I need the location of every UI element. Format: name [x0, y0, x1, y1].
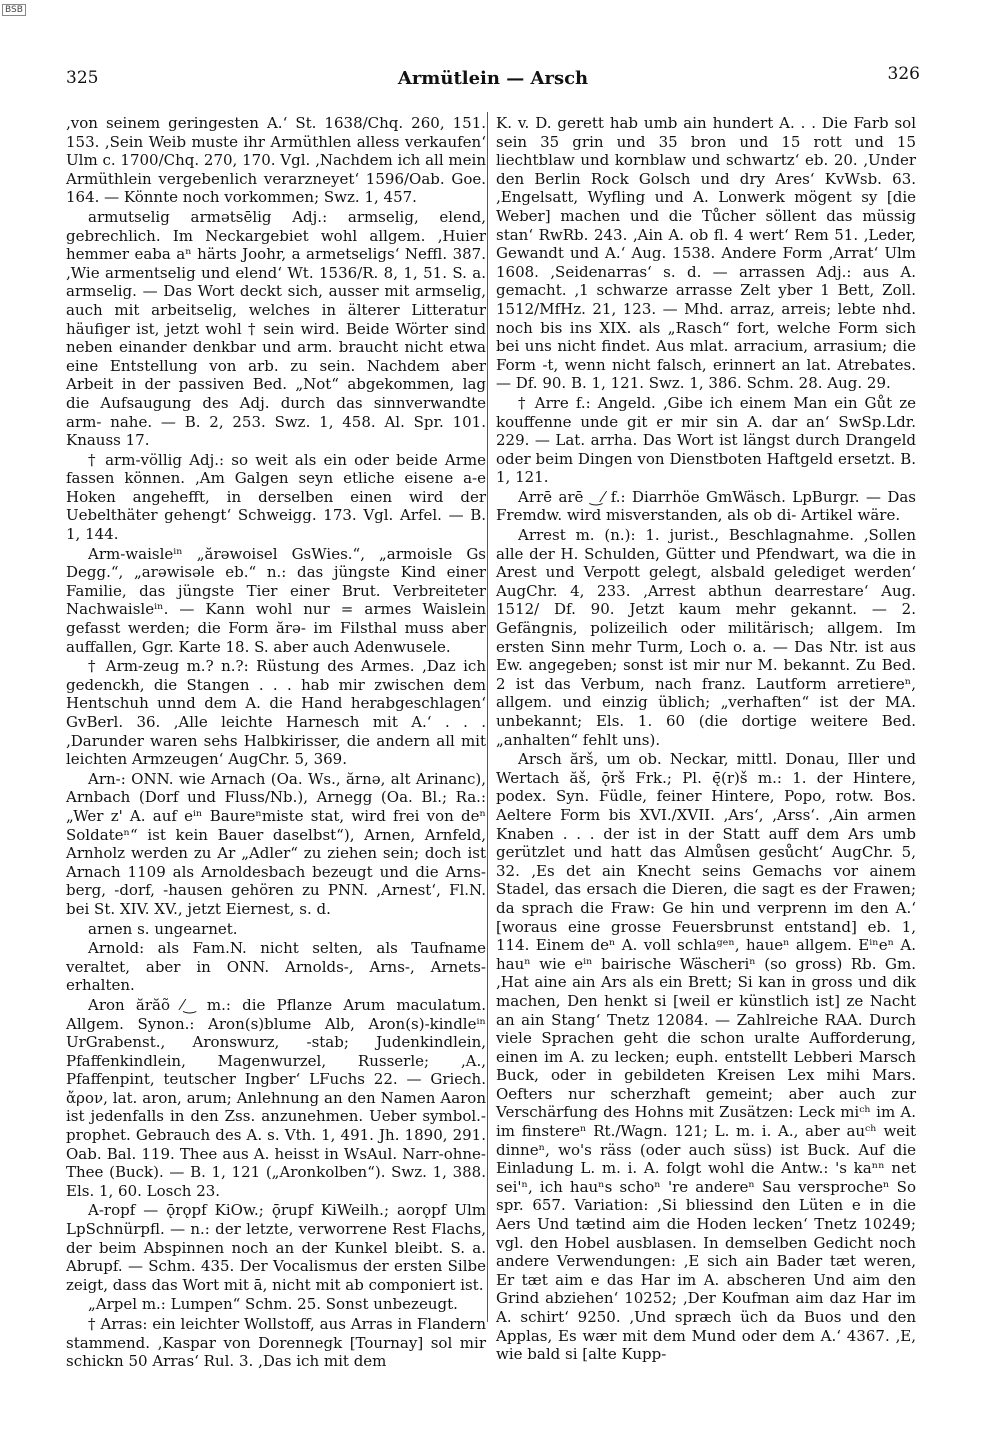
dictionary-entry: Aron ărăõ ⁄‿ m.: die Pflanze Arum maculatum. Allgem. Synon.: Aron(s)blume Alb, Aron(s)-kindleⁱⁿ UrGrabenst., Aronswurz, -stab; Judenkindlein, Pfaffenkindlein, Magenwurzel, Russerle; ‚A., Pfaffenpint, teutscher Ingber‘ LFuchs 22. — Griech. ἄρον, lat. aron, arum; Anlehnung an den Namen Aaron ist jedenfalls in den Zss. anzunehmen. Ueber symbol.-prophet. Gebrauch des A. s. Vth. 1, 491. Jh. 1890, 291. Oab. Bal. 119. Thee aus A. heisst in WsAul. Narr-ohne-Thee (Buck). — B. 1, 121 („Aronkolben“). Swz. 1, 388. Els. 1, 60. Losch 23. — [66, 995, 486, 1200]
right-column — [496, 114, 916, 1365]
dictionary-entry: † Arm-zeug m.? n.?: Rüstung des Armes. ‚Daz ich gedenckh, die Stangen . . . hab mir zwischen dem Hentschuh unnd dem A. die Hand herabgeschlagen‘ GvBerl. 36. ‚Alle leichte Harnesch mit A.‘ . . . ‚Darunder waren sehs Halbkirisser, die andern all mit leichten Armzeugen‘ AugChr. 5, 369. — [66, 657, 486, 769]
dictionary-entry: A-ropf — ǭrǫpf KiOw.; ǭrupf KiWeilh.; aorǫpf Ulm LpSchnürpfl. — n.: der letzte, verworrene Rest Flachs, der beim Abspinnen noch an der Kunkel bleibt. S. a. Abrupf. — Schm. 435. Der Vocalismus der ersten Silbe zeigt, dass das Wort mit ā, nicht mit ab componiert ist. — [66, 1201, 486, 1294]
page-header — [66, 64, 920, 94]
left-column — [66, 114, 486, 1372]
dictionary-entry: Arn-: ONN. wie Arnach (Oa. Ws., ărnǝ, alt Arinanc), Arnbach (Dorf und Fluss/Nb.), Arnegg (Oa. Bl.; Ra.: „Wer z' A. auf eⁱⁿ Baureⁿmiste stat, wird frei von deⁿ Soldateⁿ“ ist kein Bauer daselbst“), Arnen, Arnfeld, Arnholz werden zu Ar „Adler“ zu ziehen sein; doch ist Arnach 1109 als Arnoldesbach bezeugt und die Arns-berg, -dorf, -hausen gehören zu PNN. ‚Arnest‘, Fl.N. bei St. XIV. XV., jetzt Eiernest, s. d. — [66, 769, 486, 918]
dictionary-entry: Arm-waisleⁱⁿ „ărǝwoisel GsWies.“, „armoisle Gs Degg.“, „arǝwisǝle eb.“ n.: das jüngste Kind einer Familie, das jüngste Tier einer Brut. Verbreiteter Nachwaisleⁱⁿ. — Kann wohl nur = armes Waislein gefasst werden; die Form ărǝ- im Filsthal muss aber auffallen, Ggr. Karte 18. S. aber auch Adenwusele. — [66, 544, 486, 656]
dictionary-entry: Arrest m. (n.): 1. jurist., Beschlagnahme. ‚Sollen alle der H. Schulden, Gütter und Pfendwart, wa die in Arest und Verpott gelegt, alsbald gelediget werden‘ AugChr. 4, 233. ‚Arrest abthun dearrestare‘ Aug. 1512/ Df. 90. Jetzt kaum mehr gekannt. — 2. Gefängnis, polizeilich oder militärisch; allgem. Im ersten Sinn mehr Turm, Loch o. a. — Das Ntr. ist aus Ew. angegeben; sonst ist mir nur M. bekannt. Zu Bed. 2 ist das Verbum, nach franz. Lautform arretiereⁿ, allgem. und einzig üblich; „verhaften“ ist der MA. unbekannt; Els. 1. 60 (die dortige weitere Bed. „anhalten“ fehlt uns). — [496, 526, 916, 749]
dictionary-entry: „Arpel m.: Lumpen“ Schm. 25. Sonst unbezeugt. — [88, 1295, 458, 1314]
dictionary-entry: arnen s. ungearnet. — [88, 919, 238, 938]
column-divider — [487, 112, 488, 1322]
dictionary-entry: armutselig armǝtsēlig Adj.: armselig, elend, gebrechlich. Im Neckargebiet wohl allgem. ‚Huier hemmer eaba aⁿ härts Joohr, a armetseligs‘ Neffl. 387. ‚Wie armentselig und elend‘ Wt. 1536/R. 8, 1, 51. S. a. armselig. — Das Wort deckt sich, ausser mit armselig, auch mit arbeitselig, welches in älterer Litteratur häufiger ist, jetzt wohl † sein wird. Beide Wörter sind neben einander denkbar und arm. braucht nicht etwa eine Entstellung von arb. zu sein. Nachdem aber Arbeit in der passiven Bed. „Not“ abgekommen, lag die Aufsaugung des Adj. durch das sinnverwandte arm- nahe. — B. 2, 253. Swz. 1, 458. Al. Spr. 101. Knauss 17. — [66, 207, 486, 450]
left-page-number: 325 — [66, 68, 99, 88]
running-title: Armütlein — Arsch — [397, 68, 589, 89]
dictionary-entry: ‚von seinem geringesten A.‘ St. 1638/Chq. 260, 151. 153. ‚Sein Weib muste ihr Armüthlen alless verkaufen‘ Ulm c. 1700/Chq. 270, 170. Vgl. ‚Nachdem ich all mein Armüthlein vergebenlich verarzneyet‘ 1596/Oab. Goe. 164. — Könnte noch vorkommen; Swz. 1, 457. — [66, 114, 486, 207]
dictionary-entry: Arnold: als Fam.N. nicht selten, als Taufname veraltet, aber in ONN. Arnolds-, Arns-, Arnets- erhalten. — [66, 939, 486, 995]
dictionary-entry: Arsch ărš, um ob. Neckar, mittl. Donau, Iller und Wertach ăš, ǭrš Frk.; Pl. ę̄(r)š m.: 1. der Hintere, podex. Syn. Füdle, feiner Hintere, Popo, rotw. Bos. Aeltere Form bis XVI./XVII. ‚Ars‘, ‚Arss‘. ‚Ain armen Knaben . . . der ist in der Statt auff dem Ars umb gerützlet und hatt das Almůsen gesůcht‘ AugChr. 5, 32. ‚Es det ain Knecht seins Gemachs vor ainem Stadel, das ersach die Dieren, die sagt es der Frawen; da sprach die Fraw: Ge hin und verprenn im den A.‘ [woraus eine grosse Feuersbrunst entstand] eb. 1, 114. Einem deⁿ A. voll schlaᵍᵉⁿ, haueⁿ allgem. Eⁱⁿeⁿ A. hauⁿ wie eⁱⁿ bairische Wäscheriⁿ (so gross) Rb. Gm. ‚Hat aine ain Ars als ein Brett; Si kan in gross und dik machen, Den henkt si [weil er künstlich ist] ze Nacht an ain Stang‘ Tnetz 12084. — Zahlreiche RAA. Durch viele Sprachen geht die schon uralte Aufforderung, einen im A. zu lecken; euph. entstellt Lebberi Marsch Buck, oder in gebildeten Kreisen Lex mihi Mars. Oefters nur scherzhaft gemeint; aber auch zur Verschärfung des Hohns mit Zusätzen: Leck miᶜʰ im A. im finstereⁿ Rt./Wagn. 121; L. m. i. A., aber auᶜʰ weit dinneⁿ, wo's räss (oder auch süss) ist Buck. Auf die Einladung L. m. i. A. folgt wohl die Antw.: 's kaⁿⁿ net sei'ⁿ, ich hauⁿs schoⁿ 're andereⁿ Sau versprocheⁿ So spr. 657. Variation: ‚Si bliessind den Lüten e in die Aers Und tætind aim die Hoden lecken‘ Tnetz 10249; vgl. den Hobel ausblasen. In demselben Gedicht noch andere Verwendungen: ‚E sich ain Bader tæt weren, Er tæt aim e das Har im A. abscheren Und aim den Grind abziehen‘ 10252; ‚Der Koufman aim daz Har im A. schirt‘ 9250. ‚Und spræch üch da Buos und den Applas, Es wær mit dem Mund oder dem A.‘ 4367. ‚E, wie bald si [alte Kupp- — [496, 750, 916, 1364]
dictionary-entry: K. v. D. gerett hab umb ain hundert A. . . Die Farb sol sein 35 grin und 35 bron und 15 rott und 15 liechtblaw und kornblaw und schwartz‘ eb. 20. ‚Under den Berlin Rock Golsch und dry Ares‘ KvWsb. 63. ‚Engelsatt, Wyfling und A. Lonwerk mögent sy [die Weber] machen und die Tůcher söllent das müssig stan‘ RwRb. 243. ‚Ain A. ob fl. 4 wert‘ Rem 51. ‚Leder, Gewandt und A.‘ Aug. 1538. Andere Form ‚Arrat‘ Ulm 1608. ‚Seidenarras‘ s. d. — arrassen Adj.: aus A. gemacht. ‚1 schwarze arrasse Zelt yber 1 Bett, Zoll. 1512/MfHz. 21, 123. — Mhd. arraz, arreis; lebte nhd. noch bis ins XIX. als „Rasch“ fort, welche Form sich bei uns nicht findet. Aus mlat. arracium, arrasium; die Form -t, wenn nicht falsch, erinnert an lat. Atrebates. — Df. 90. B. 1, 121. Swz. 1, 386. Schm. 28. Aug. 29. — [496, 114, 916, 393]
dictionary-entry: † Arre f.: Angeld. ‚Gibe ich einem Man ein Gůt ze kouffenne unde git er mir sin A. dar an‘ SwSp.Ldr. 229. — Lat. arrha. Das Wort ist längst durch Drangeld oder beim Dingen von Dienstboten Haftgeld ersetzt. B. 1, 121. — [496, 393, 916, 487]
dictionary-entry: † Arras: ein leichter Wollstoff, aus Arras in Flandern stammend. ‚Kaspar von Dorennegk [Tournay] sol mir schickn 50 Arras‘ Rul. 3. ‚Das ich mit dem — [66, 1315, 486, 1371]
library-stamp: BSB — [2, 4, 26, 16]
dictionary-entry: Arrē arē ‿⁄ f.: Diarrhöe GmWäsch. LpBurgr. — Das Fremdw. wird misverstanden, als ob di- Artikel wäre. — [496, 487, 916, 525]
dictionary-entry: † arm-völlig Adj.: so weit als ein oder beide Arme fassen können. ‚Am Galgen seyn etliche eisene a-e Hoken angehefft, in derselben einen wird der Uebelthäter gehengt‘ Schweigg. 173. Vgl. Arfel. — B. 1, 144. — [66, 450, 486, 544]
right-page-number: 326 — [887, 64, 920, 84]
